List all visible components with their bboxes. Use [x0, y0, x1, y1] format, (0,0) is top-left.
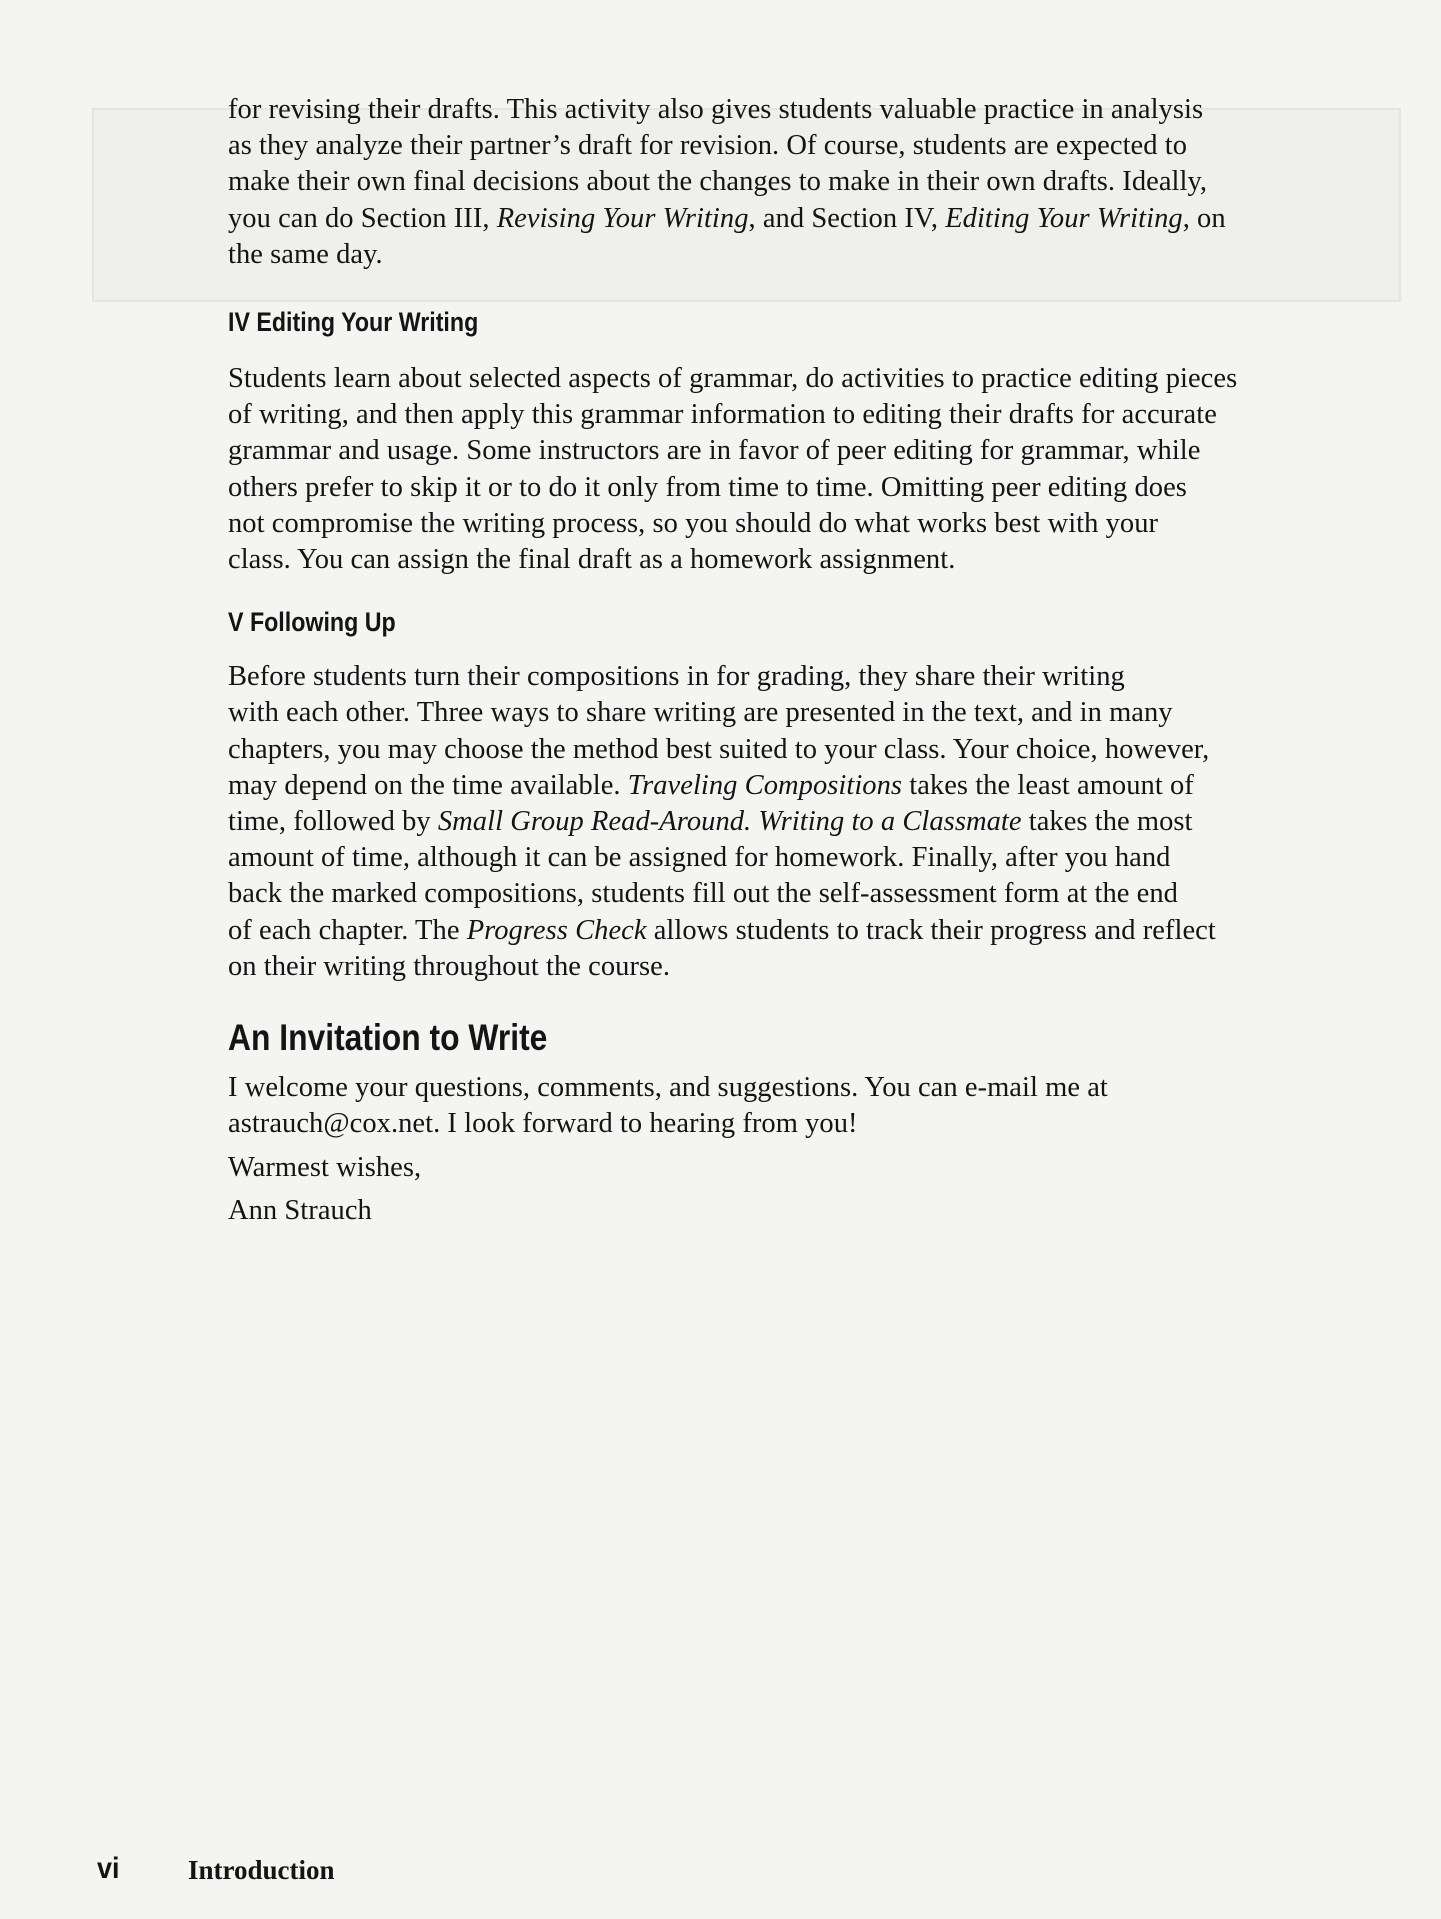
section-4-heading: IV Editing Your Writing: [228, 307, 479, 338]
section-5-line: Before students turn their compositions in for grading, they share their writing: [228, 661, 1125, 693]
section-5-line: back the marked compositions, students fill out the self-assessment form at the end: [228, 878, 1178, 910]
s5-line-5-text-b: takes the most: [1021, 806, 1193, 838]
section-5-line: [228, 804, 1408, 840]
section-5-line: [228, 768, 1408, 804]
section-4-line: Students learn about selected aspects of grammar, do activities to practice editing pieces: [228, 363, 1238, 395]
s5-line-4-text-b: takes the least amount of: [902, 769, 1194, 801]
intro-line-2: as they analyze their partner’s draft for revision. Of course, students are expected to: [228, 130, 1187, 162]
intro-line-4-text-c: , on: [1182, 202, 1226, 234]
s5-line-4-italic: Traveling Compositions: [627, 769, 903, 801]
intro-line-4-text-b: , and Section IV,: [748, 202, 946, 234]
section-4-line: class. You can assign the final draft as a homework assignment.: [228, 544, 956, 576]
invitation-heading: An Invitation to Write: [228, 1017, 548, 1059]
footer-section-label: Introduction: [188, 1855, 335, 1885]
intro-paragraph: [228, 92, 1408, 273]
section-5-line: amount of time, although it can be assigned for homework. Finally, after you hand: [228, 842, 1171, 874]
section-5-line: chapters, you may choose the method best suited to your class. Your choice, however,: [228, 733, 1210, 765]
invitation-line: I welcome your questions, comments, and suggestions. You can e-mail me at: [228, 1072, 1108, 1104]
invitation-paragraph: [228, 1070, 1408, 1142]
closing-line: Warmest wishes,: [228, 1152, 422, 1184]
intro-line-5: the same day.: [228, 238, 383, 270]
signature-name: Ann Strauch: [228, 1194, 372, 1226]
invitation-line: astrauch@cox.net. I look forward to hearing from you!: [228, 1108, 858, 1140]
s5-line-4-text-a: may depend on the time available.: [228, 769, 628, 801]
section-5-paragraph: [228, 659, 1408, 985]
intro-line-4-italic-1: Revising Your Writing: [496, 202, 749, 234]
s5-line-5-italic: Small Group Read-Around. Writing to a Classmate: [437, 806, 1022, 838]
main-text-column: [228, 92, 1408, 1229]
footer-page-number: vi: [97, 1852, 120, 1885]
section-4-paragraph: [228, 361, 1408, 578]
section-5-line: on their writing throughout the course.: [228, 950, 671, 982]
intro-line-3: make their own final decisions about the changes to make in their own drafts. Ideally,: [228, 166, 1208, 198]
section-4-line: of writing, and then apply this grammar information to editing their drafts for accurate: [228, 399, 1217, 431]
s5-line-8-italic: Progress Check: [466, 914, 647, 946]
section-5-line: with each other. Three ways to share writing are presented in the text, and in many: [228, 697, 1173, 729]
intro-line-4-text-a: you can do Section III,: [228, 202, 497, 234]
s5-line-8-text-a: of each chapter. The: [228, 914, 467, 946]
section-4-line: not compromise the writing process, so you should do what works best with your: [228, 507, 1159, 539]
section-4-line: grammar and usage. Some instructors are in favor of peer editing for grammar, while: [228, 435, 1201, 467]
s5-line-8-text-b: allows students to track their progress and reflect: [646, 914, 1216, 946]
section-5-heading: V Following Up: [228, 607, 396, 638]
s5-line-5-text-a: time, followed by: [228, 806, 438, 838]
intro-line-4-italic-2: Editing Your Writing: [945, 202, 1183, 234]
intro-line-1: for revising their drafts. This activity also gives students valuable practice in analysis: [228, 94, 1204, 125]
section-4-line: others prefer to skip it or to do it only from time to time. Omitting peer editing does: [228, 471, 1187, 503]
section-5-line: [228, 913, 1408, 949]
intro-line-4: [228, 201, 1408, 237]
